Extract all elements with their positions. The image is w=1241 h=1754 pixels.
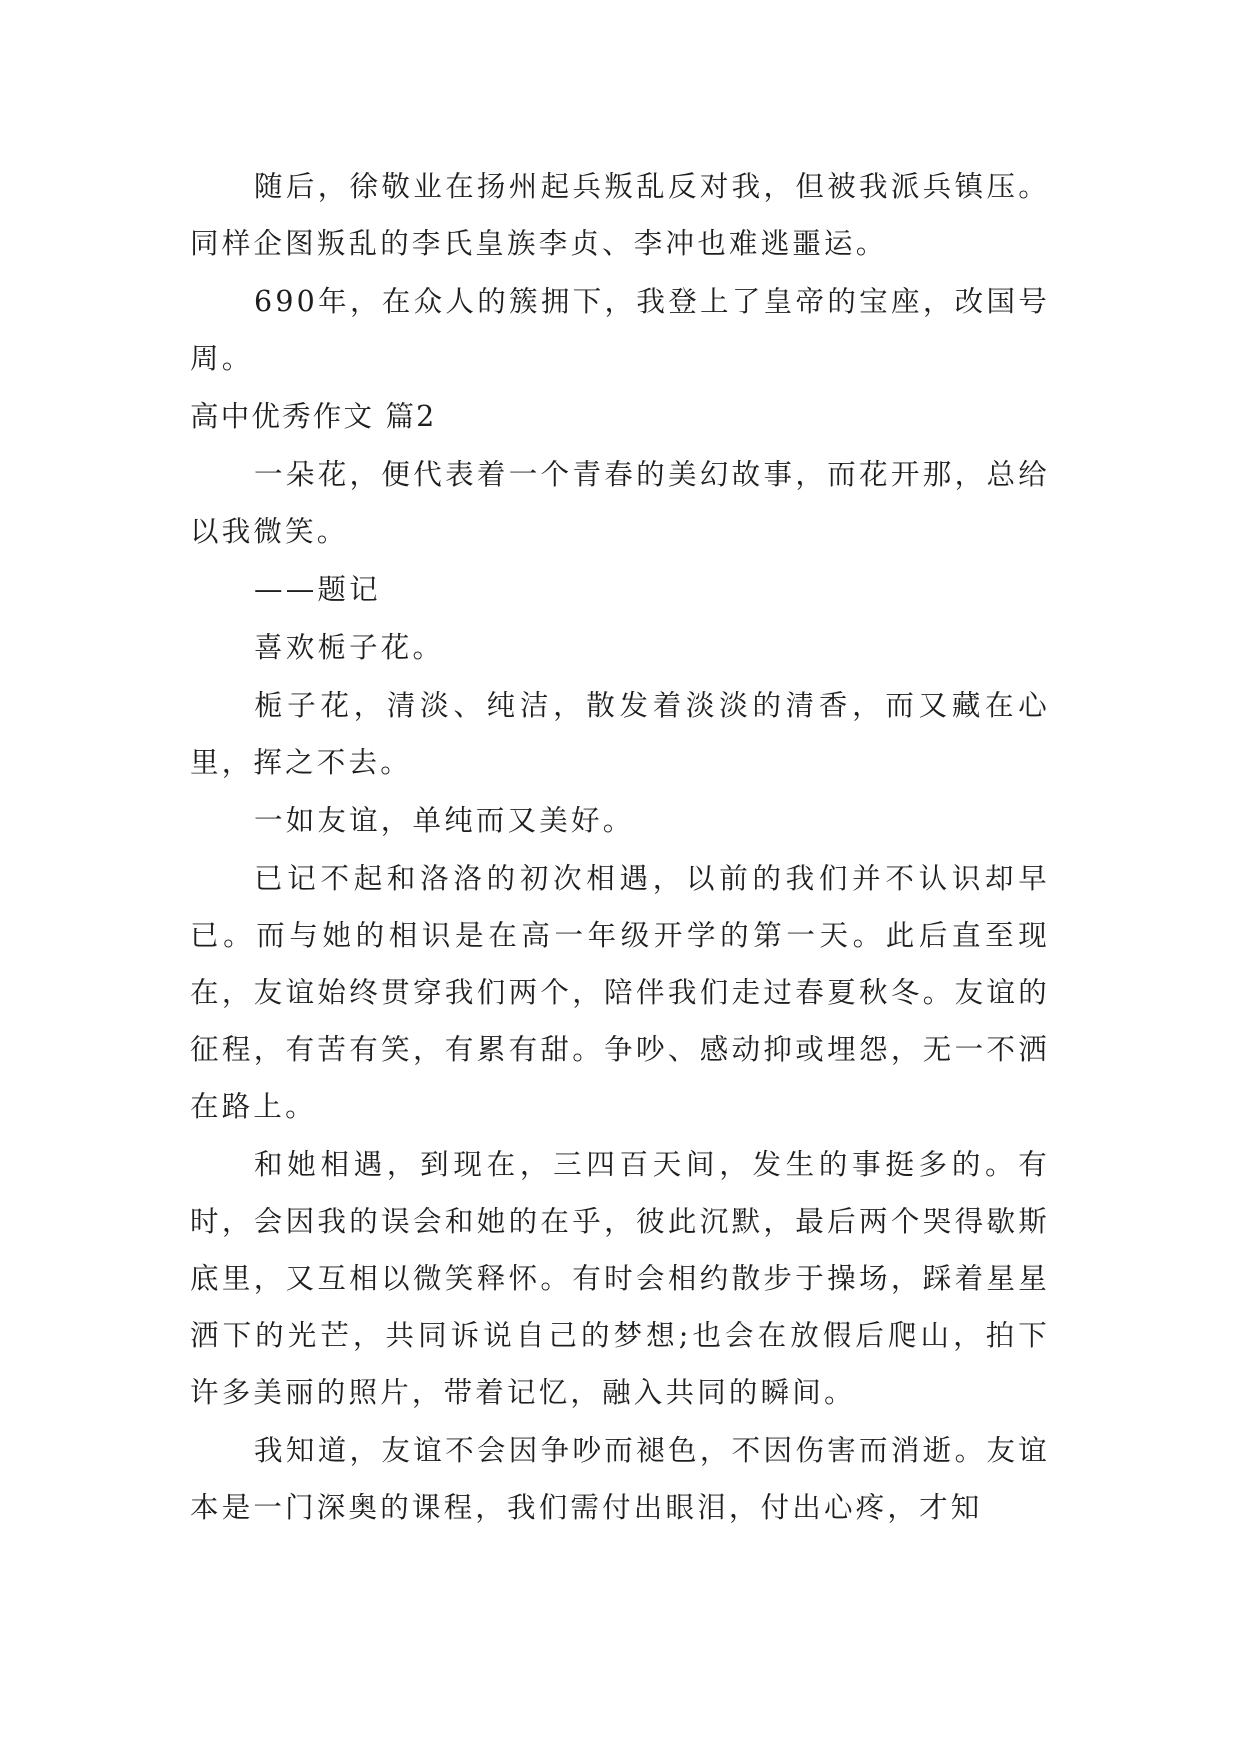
epigraph-attribution: ——题记 [254,573,381,606]
paragraph: 我知道，友谊不会因争吵而褪色，不因伤害而消逝。友谊本是一门深奥的课程，我们需付出眼泪，付出心疼，才知 [190,1434,1050,1524]
paragraph: 一朵花，便代表着一个青春的美幻故事，而花开那，总给以我微笑。 [190,458,1050,548]
paragraph: 喜欢栀子花。 [254,631,445,664]
document-body [190,158,1050,1536]
paragraph: 690年，在众人的簇拥下，我登上了皇帝的宝座，改国号周。 [190,285,1050,375]
section-heading: 高中优秀作文 篇2 [190,400,437,433]
paragraph: 栀子花，清淡、纯洁，散发着淡淡的清香，而又藏在心里，挥之不去。 [190,689,1050,779]
paragraph: 一如友谊，单纯而又美好。 [254,804,635,837]
paragraph: 和她相遇，到现在，三四百天间，发生的事挺多的。有时，会因我的误会和她的在乎，彼此沉默，最后两个哭得歇斯底里，又互相以微笑释怀。有时会相约散步于操场，踩着星星洒下的光芒，共同诉说自己的梦想;也会在放假后爬山，拍下许多美丽的照片，带着记忆，融入共同的瞬间。 [190,1148,1050,1409]
paragraph: 随后，徐敬业在扬州起兵叛乱反对我，但被我派兵镇压。同样企图叛乱的李氏皇族李贞、李冲也难逃噩运。 [190,170,1050,260]
paragraph: 已记不起和洛洛的初次相遇，以前的我们并不认识却早已。而与她的相识是在高一年级开学的第一天。此后直至现在，友谊始终贯穿我们两个，陪伴我们走过春夏秋冬。友谊的征程，有苦有笑，有累有甜。争吵、感动抑或埋怨，无一不洒在路上。 [190,862,1050,1123]
